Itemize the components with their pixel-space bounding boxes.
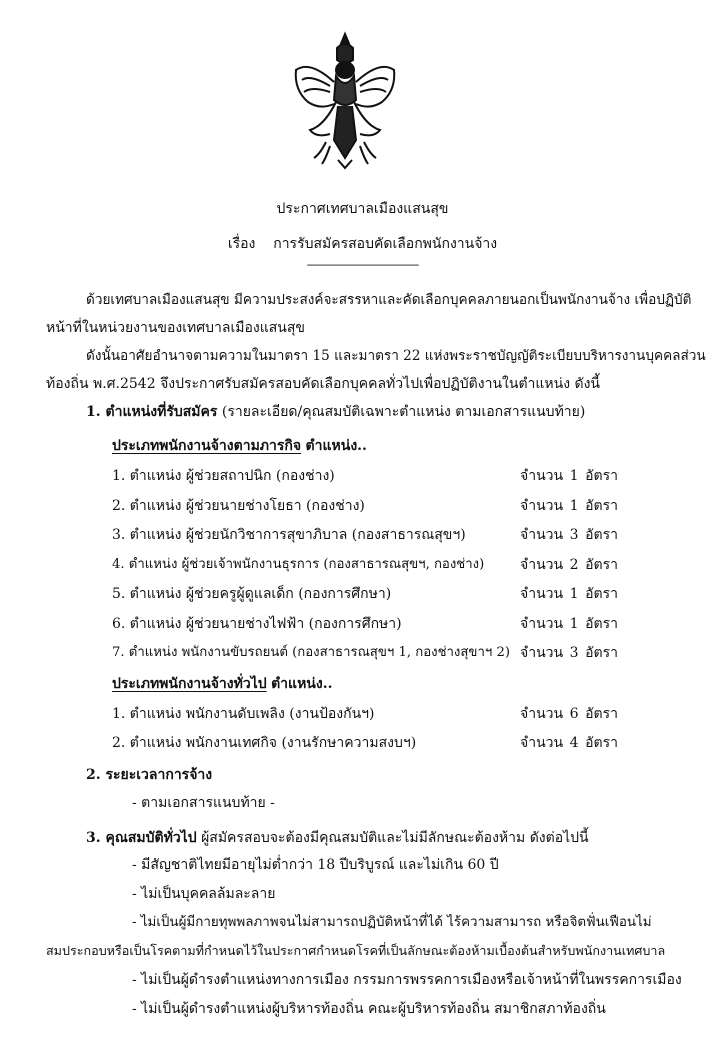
qualification-item-3: - ไม่เป็นผู้มีกายทุพพลภาพจนไม่สามารถปฏิบัติหน้าที่ได้ ไร้ความสามารถ หรือจิตฟั่นเฟือนไม่ bbox=[132, 915, 652, 930]
group-2-title: ประเภทพนักงานจ้างทั่วไป bbox=[112, 676, 267, 692]
section-3-title: 3. คุณสมบัติทั่วไป bbox=[86, 830, 197, 846]
position-title: 7. ตำแหน่ง พนักงานขับรถยนต์ (กองสาธารณสุขฯ 1, กองช่างสุขาฯ 2) bbox=[112, 645, 510, 660]
quota-count: 2 bbox=[569, 556, 579, 573]
position-quota bbox=[520, 615, 618, 633]
announcement-subject bbox=[0, 233, 725, 255]
group-2-suffix: ตำแหน่ง.. bbox=[271, 676, 333, 692]
quota-unit: อัตรา bbox=[585, 645, 618, 661]
quota-unit: อัตรา bbox=[585, 586, 618, 602]
quota-unit: อัตรา bbox=[585, 527, 618, 543]
subject-text: การรับสมัครสอบคัดเลือกพนักงานจ้าง bbox=[273, 236, 498, 252]
qualification-item-5: - ไม่เป็นผู้ดำรงตำแหน่งผู้บริหารท้องถิ่น คณะผู้บริหารท้องถิ่น สมาชิกสภาท้องถิ่น bbox=[132, 1001, 606, 1017]
quota-unit: อัตรา bbox=[585, 497, 618, 514]
qualification-item-4: - ไม่เป็นผู้ดำรงตำแหน่งทางการเมือง กรรมการพรรคการเมืองหรือเจ้าหน้าที่ในพรรคการเมือง bbox=[132, 972, 682, 988]
quota-count: 4 bbox=[569, 735, 579, 751]
quota-label: จำนวน bbox=[520, 615, 564, 632]
quota-unit: อัตรา bbox=[585, 556, 618, 573]
quota-label: จำนวน bbox=[520, 706, 564, 722]
position-quota bbox=[520, 467, 618, 485]
section-3-heading bbox=[86, 829, 589, 847]
subject-label: เรื่อง bbox=[227, 236, 256, 252]
quota-count: 3 bbox=[569, 645, 579, 661]
announcement-title: ประกาศเทศบาลเมืองแสนสุข bbox=[276, 201, 449, 217]
position-title: 4. ตำแหน่ง ผู้ช่วยเจ้าพนักงานธุรการ (กองสาธารณสุขฯ, กองช่าง) bbox=[112, 556, 485, 572]
group-1-suffix: ตำแหน่ง.. bbox=[305, 438, 367, 454]
quota-label: จำนวน bbox=[520, 645, 564, 661]
quota-label: จำนวน bbox=[520, 527, 564, 543]
quota-label: จำนวน bbox=[520, 468, 564, 484]
intro-paragraph-1-line-2: หน้าที่ในหน่วยงานของเทศบาลเมืองแสนสุข bbox=[46, 320, 305, 336]
section-1-title: 1. ตำแหน่งที่รับสมัคร bbox=[86, 404, 218, 420]
position-title: 1. ตำแหน่ง พนักงานดับเพลิง (งานป้องกันฯ) bbox=[112, 706, 375, 722]
position-title: 2. ตำแหน่ง ผู้ช่วยนายช่างโยธา (กองช่าง) bbox=[112, 497, 365, 514]
position-quota bbox=[520, 585, 618, 603]
position-title: 2. ตำแหน่ง พนักงานเทศกิจ (งานรักษาความสงบฯ) bbox=[112, 735, 417, 751]
position-title: 3. ตำแหน่ง ผู้ช่วยนักวิชาการสุขาภิบาล (กองสาธารณสุขฯ) bbox=[112, 527, 466, 543]
quota-label: จำนวน bbox=[520, 556, 564, 573]
section-1-heading bbox=[86, 403, 585, 421]
qualification-item-2: - ไม่เป็นบุคคลล้มละลาย bbox=[132, 886, 276, 902]
section-1-note: (รายละเอียด/คุณสมบัติเฉพาะตำแหน่ง ตามเอกสารแนบท้าย) bbox=[221, 404, 586, 420]
quota-count: 1 bbox=[569, 586, 579, 602]
quota-label: จำนวน bbox=[520, 586, 564, 602]
quota-count: 6 bbox=[569, 706, 579, 722]
intro-paragraph-2-line-2: ท้องถิ่น พ.ศ.2542 จึงประกาศรับสมัครสอบคัดเลือกบุคคลทั่วไปเพื่อปฏิบัติงานในตำแหน่ง ดังนี้ bbox=[46, 376, 600, 392]
quota-unit: อัตรา bbox=[585, 468, 618, 484]
position-quota bbox=[520, 556, 618, 574]
position-quota bbox=[520, 526, 618, 544]
section-2-detail: - ตามเอกสารแนบท้าย - bbox=[132, 795, 275, 811]
position-quota bbox=[520, 497, 618, 515]
position-title: 5. ตำแหน่ง ผู้ช่วยครูผู้ดูแลเด็ก (กองการศึกษา) bbox=[112, 586, 392, 602]
quota-count: 1 bbox=[569, 468, 579, 484]
intro-paragraph-1-line-1: ด้วยเทศบาลเมืองแสนสุข มีความประสงค์จะสรรหาและคัดเลือกบุคคลภายนอกเป็นพนักงานจ้าง เพื่อปฏิบัติ bbox=[86, 292, 692, 308]
garuda-emblem-icon bbox=[290, 30, 400, 170]
position-quota bbox=[520, 644, 618, 662]
position-quota bbox=[520, 705, 618, 723]
quota-count: 1 bbox=[569, 497, 579, 514]
qualification-item-1: - มีสัญชาติไทยมีอายุไม่ต่ำกว่า 18 ปีบริบูรณ์ และไม่เกิน 60 ปี bbox=[132, 857, 499, 873]
quota-count: 3 bbox=[569, 527, 579, 543]
quota-count: 1 bbox=[569, 615, 579, 632]
position-title: 1. ตำแหน่ง ผู้ช่วยสถาปนิก (กองช่าง) bbox=[112, 468, 335, 484]
header-divider: ----------------------------------------- bbox=[306, 258, 419, 271]
qualification-item-3-continued: สมประกอบหรือเป็นโรคตามที่กำหนดไว้ในประกาศกำหนดโรคที่เป็นลักษณะต้องห้ามเบื้องต้นสำหรับพนักงานเทศบาล bbox=[46, 943, 666, 958]
quota-unit: อัตรา bbox=[585, 706, 618, 722]
group-2-heading bbox=[112, 675, 332, 693]
intro-paragraph-2-line-1: ดังนั้นอาศัยอำนาจตามความในมาตรา 15 และมาตรา 22 แห่งพระราชบัญญัติระเบียบบริหารงานบุคคลส่วน bbox=[86, 348, 706, 364]
quota-label: จำนวน bbox=[520, 735, 564, 751]
position-quota bbox=[520, 734, 618, 752]
group-1-heading bbox=[112, 437, 367, 455]
quota-unit: อัตรา bbox=[585, 615, 618, 632]
quota-unit: อัตรา bbox=[585, 735, 618, 751]
quota-label: จำนวน bbox=[520, 497, 564, 514]
section-3-rest: ผู้สมัครสอบจะต้องมีคุณสมบัติและไม่มีลักษณะต้องห้าม ดังต่อไปนี้ bbox=[201, 830, 589, 846]
group-1-title: ประเภทพนักงานจ้างตามภารกิจ bbox=[112, 438, 302, 454]
position-title: 6. ตำแหน่ง ผู้ช่วยนายช่างไฟฟ้า (กองการศึกษา) bbox=[112, 615, 402, 632]
section-2-heading: 2. ระยะเวลาการจ้าง bbox=[86, 767, 213, 783]
